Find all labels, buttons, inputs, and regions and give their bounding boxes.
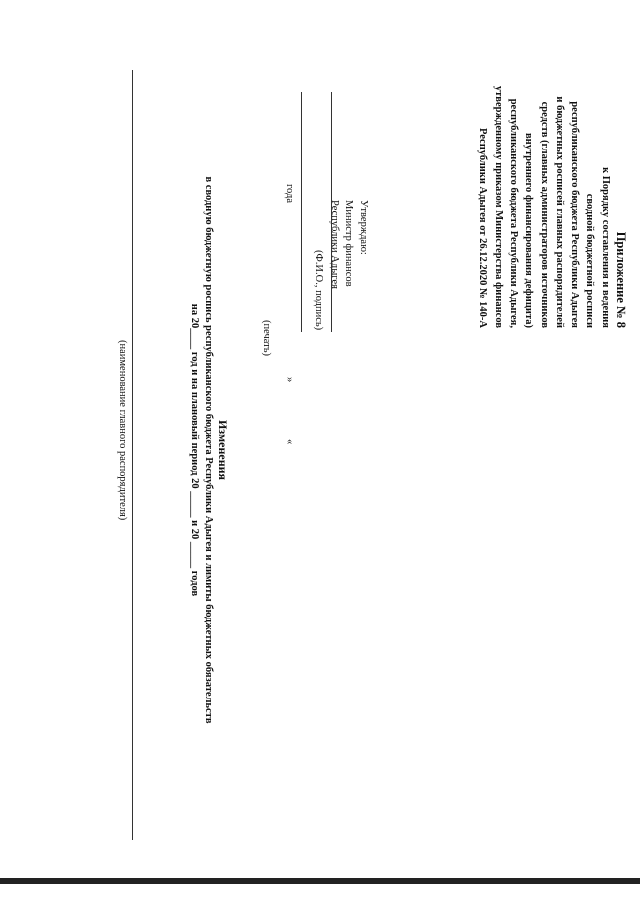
approval-line: Утверждаю: [358,200,369,255]
approval-line: Министр финансов [343,200,355,287]
signature-caption: (Ф.И.О., подпись) [313,250,324,331]
approval-line: Республики Адыгея [328,200,340,289]
org-name-line [132,70,133,840]
appendix-line: Республики Адыгея от 26.12.2020 № 140-А [477,127,489,328]
scan-edge-rule [0,878,640,884]
appendix-line: и бюджетных росписей главных распорядителей [553,96,565,328]
date-line [301,92,302,332]
title-line: в сводную бюджетную роспись республиканского бюджета Республики Адыгея и лимиты бюджетных обязательств [203,176,215,724]
org-name-caption: (наименование главного распорядителя) [117,340,128,521]
document-title [187,120,231,780]
appendix-line: сводной бюджетной росписи [584,193,596,328]
appendix-line: утвержденному приказом Министерства финансов [492,85,504,328]
appendix-line: к Порядку составления и ведения [599,167,611,328]
appendix-line: внутреннего финансирования дефицита) [523,133,535,328]
approval-block [326,200,370,340]
appendix-header [475,28,628,328]
signature-line [331,92,332,332]
title-line: на 20____ год и на плановый период 20 _____ и 20 _____ годов [189,303,200,597]
appendix-line: Приложение № 8 [614,231,628,328]
seal-caption: (печать) [261,320,272,357]
appendix-line: республиканского бюджета Республики Адыгея [569,101,581,328]
appendix-line: средств (главных администраторов источников [538,101,550,328]
open-quote: « [284,439,295,445]
appendix-line: республиканского бюджета Республики Адыгея, [507,98,519,328]
close-quote: » [284,377,295,383]
year-word: года [284,184,295,203]
title-line: Изменения [216,419,230,481]
